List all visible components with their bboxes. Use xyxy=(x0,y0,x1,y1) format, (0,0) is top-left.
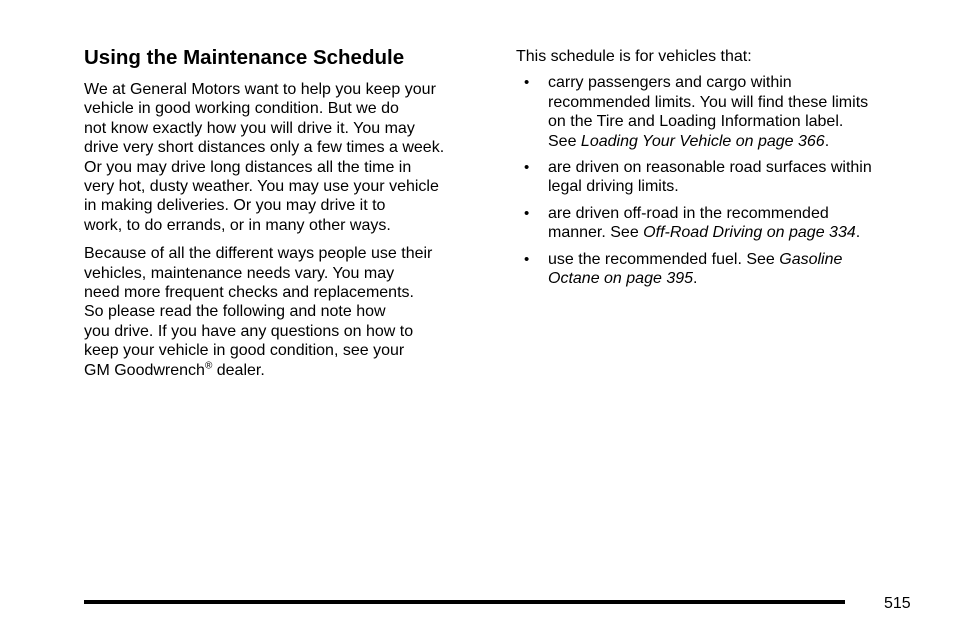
section-heading: Using the Maintenance Schedule xyxy=(84,46,405,69)
paragraph-line: drive very short distances only a few times a week. xyxy=(84,139,445,157)
bullet-line xyxy=(548,132,921,151)
paragraph-line: not know exactly how you will drive it. You may xyxy=(84,119,415,137)
cross-reference-link[interactable]: Loading Your Vehicle on page 366 xyxy=(580,132,825,150)
paragraph-line: Or you may drive long distances all the time in xyxy=(84,158,412,176)
bullet-icon: • xyxy=(524,204,530,222)
paragraph-line: very hot, dusty weather. You may use your vehicle xyxy=(84,178,439,196)
paragraph-line: We at General Motors want to help you keep your xyxy=(84,81,436,98)
see-text: use the recommended fuel. See xyxy=(548,250,780,268)
paragraph-line: in making deliveries. Or you may drive it to xyxy=(84,197,386,215)
page-number: 515 xyxy=(884,595,911,612)
bullet-item-road-surfaces xyxy=(516,158,921,197)
paragraph-intro xyxy=(84,80,494,235)
bullet-line xyxy=(548,223,921,242)
left-column xyxy=(84,44,494,389)
bullet-line xyxy=(548,269,921,288)
bullet-line: recommended limits. You will find these limits xyxy=(548,93,869,111)
paragraph-line: need more frequent checks and replacements. xyxy=(84,284,414,302)
paragraph-usage xyxy=(84,244,494,380)
bullet-item-off-road xyxy=(516,204,921,243)
cross-reference-link[interactable]: Octane on page 395 xyxy=(548,270,694,288)
footer-rule xyxy=(84,600,845,604)
paragraph-line: you drive. If you have any questions on how to xyxy=(84,322,414,340)
paragraph-line: Because of all the different ways people use their xyxy=(84,245,433,263)
bullet-line: legal driving limits. xyxy=(548,178,679,196)
line-end: dealer. xyxy=(212,361,265,379)
line-end: . xyxy=(824,132,830,150)
paragraph-line: keep your vehicle in good condition, see your xyxy=(84,342,405,360)
paragraph-line: vehicles, maintenance needs vary. You may xyxy=(84,264,395,282)
line-end: . xyxy=(855,224,861,242)
schedule-intro: This schedule is for vehicles that: xyxy=(516,48,752,65)
bullet-line xyxy=(548,250,921,269)
bullet-line: on the Tire and Loading Information label. xyxy=(548,113,844,131)
paragraph-line xyxy=(84,361,494,380)
bullet-line: are driven off-road in the recommended xyxy=(548,204,829,222)
right-column xyxy=(516,47,921,295)
see-text: manner. See xyxy=(548,224,644,242)
bullet-list xyxy=(516,73,921,288)
paragraph-line: work, to do errands, or in many other ways. xyxy=(84,216,391,234)
see-text: See xyxy=(548,132,581,150)
bullet-icon: • xyxy=(524,159,530,177)
bullet-item-fuel xyxy=(516,250,921,289)
line-end: . xyxy=(693,270,698,288)
bullet-line: carry passengers and cargo within xyxy=(548,74,792,92)
paragraph-line: So please read the following and note how xyxy=(84,303,386,321)
bullet-line: are driven on reasonable road surfaces within xyxy=(548,159,872,177)
brand-name: GM Goodwrench xyxy=(84,361,205,379)
bullet-item-passengers xyxy=(516,73,921,151)
cross-reference-link[interactable]: Off-Road Driving on page 334 xyxy=(643,224,856,242)
registered-mark: ® xyxy=(204,360,213,372)
bullet-icon: • xyxy=(524,250,530,268)
paragraph-line: vehicle in good working condition. But we do xyxy=(84,100,399,118)
bullet-icon: • xyxy=(524,74,530,92)
cross-reference-link[interactable]: Gasoline xyxy=(779,250,843,268)
